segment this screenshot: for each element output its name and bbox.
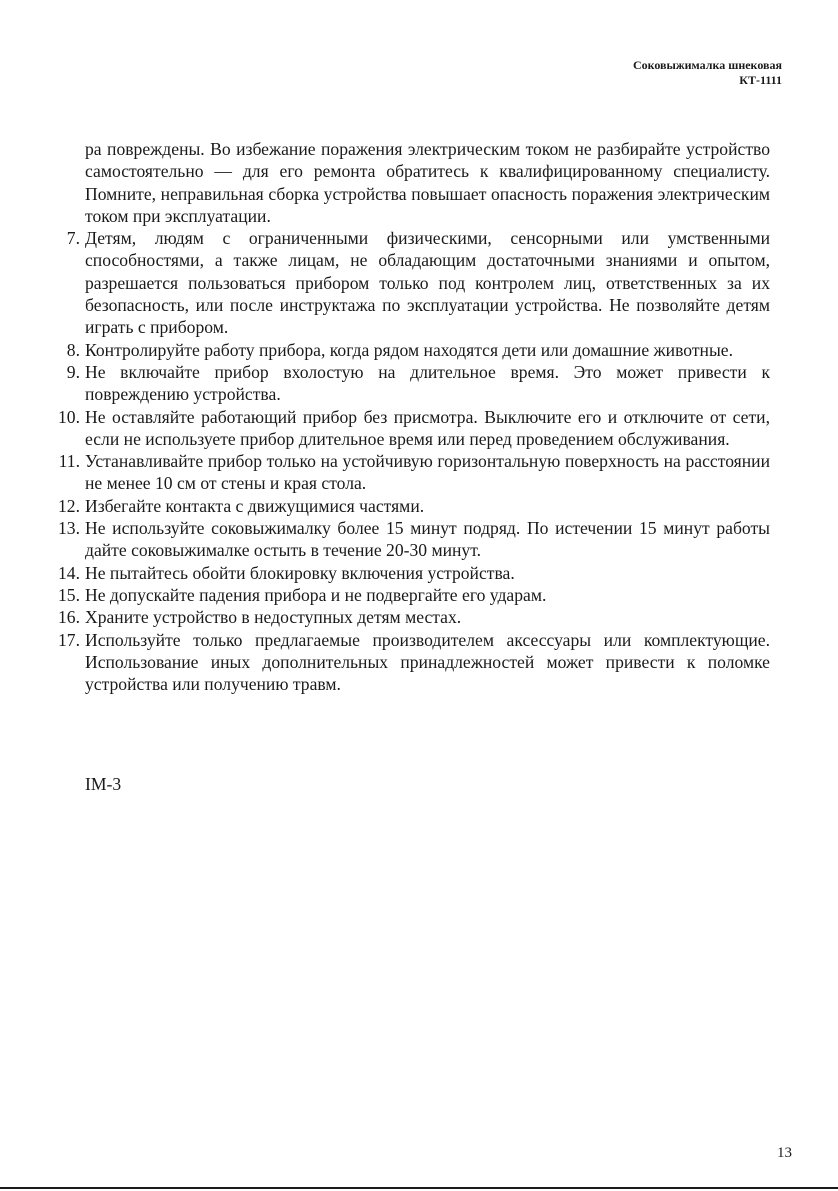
list-item [0,339,838,361]
document-body [0,138,838,695]
list-item [0,361,838,406]
list-item [0,629,838,696]
item-text: Храните устройство в недоступных детям местах. [85,607,462,628]
item-text: Контролируйте работу прибора, когда рядом находятся дети или домашние животные. [85,339,733,360]
document-code: IM-3 [85,774,122,794]
item-number: 13. [58,518,80,539]
list-item [0,517,838,562]
list-item [0,584,838,606]
running-header [633,58,782,88]
item-number: 17. [58,629,80,650]
item-number: 8. [66,339,80,360]
bottom-divider [0,1187,838,1189]
list-item [0,495,838,517]
list-item [0,227,838,338]
item-text: Не оставляйте работающий прибор без присмотра. Выключите его и отключите от сети, если не используете прибор длительное время или перед проведением обслуживания. [85,406,770,449]
list-item [0,406,838,451]
item-number: 10. [58,406,80,427]
item-text: Не используйте соковыжималку более 15 минут подряд. По истечении 15 минут работы дайте соковыжималке остыть в течение 20-30 минут. [85,518,770,561]
item-number: 7. [66,228,80,249]
continuation-paragraph: ра повреждены. Во избежание поражения электрическим током не разбирайте устройство самостоятельно — для его ремонта обратитесь к квалифицированному специалисту. Помните, неправильная сборка устройства повышает опасность поражения электрическим током при эксплуатации. [85,139,770,226]
item-text: Не пытайтесь обойти блокировку включения устройства. [85,562,515,583]
list-item [0,562,838,584]
item-number: 16. [58,607,80,628]
item-number: 11. [58,451,80,472]
item-text: Используйте только предлагаемые производителем аксессуары или комплектующие. Использование иных дополнительных принадлежностей может привести к поломке устройства или получению травм. [85,629,770,695]
item-text: Устанавливайте прибор только на устойчивую горизонтальную поверхность на расстоянии не менее 10 см от стены и края стола. [85,451,770,494]
product-model: КТ-1111 [739,73,782,87]
item-number: 14. [58,562,80,583]
item-text: Избегайте контакта с движущимися частями. [85,495,425,516]
item-text: Не допускайте падения прибора и не подвергайте его ударам. [85,584,547,605]
safety-instructions-list [0,227,838,695]
item-number: 15. [58,584,80,605]
list-item [0,606,838,628]
item-text: Не включайте прибор вхолостую на длительное время. Это может привести к повреждению устройства. [85,361,770,405]
page-number: 13 [777,1145,792,1161]
item-number: 9. [66,361,80,382]
item-text: Детям, людям с ограниченными физическими, сенсорными или умственными способностями, а также лицам, не обладающим достаточными знаниями и опытом, разрешается пользоваться прибором только под контролем лиц, ответственных за их безопасность, или после инструктажа по эксплуатации устройства. Не позволяйте детям играть с прибором. [85,228,770,338]
list-item [0,450,838,495]
item-number: 12. [58,495,80,516]
product-title: Соковыжималка шнековая [632,58,782,72]
